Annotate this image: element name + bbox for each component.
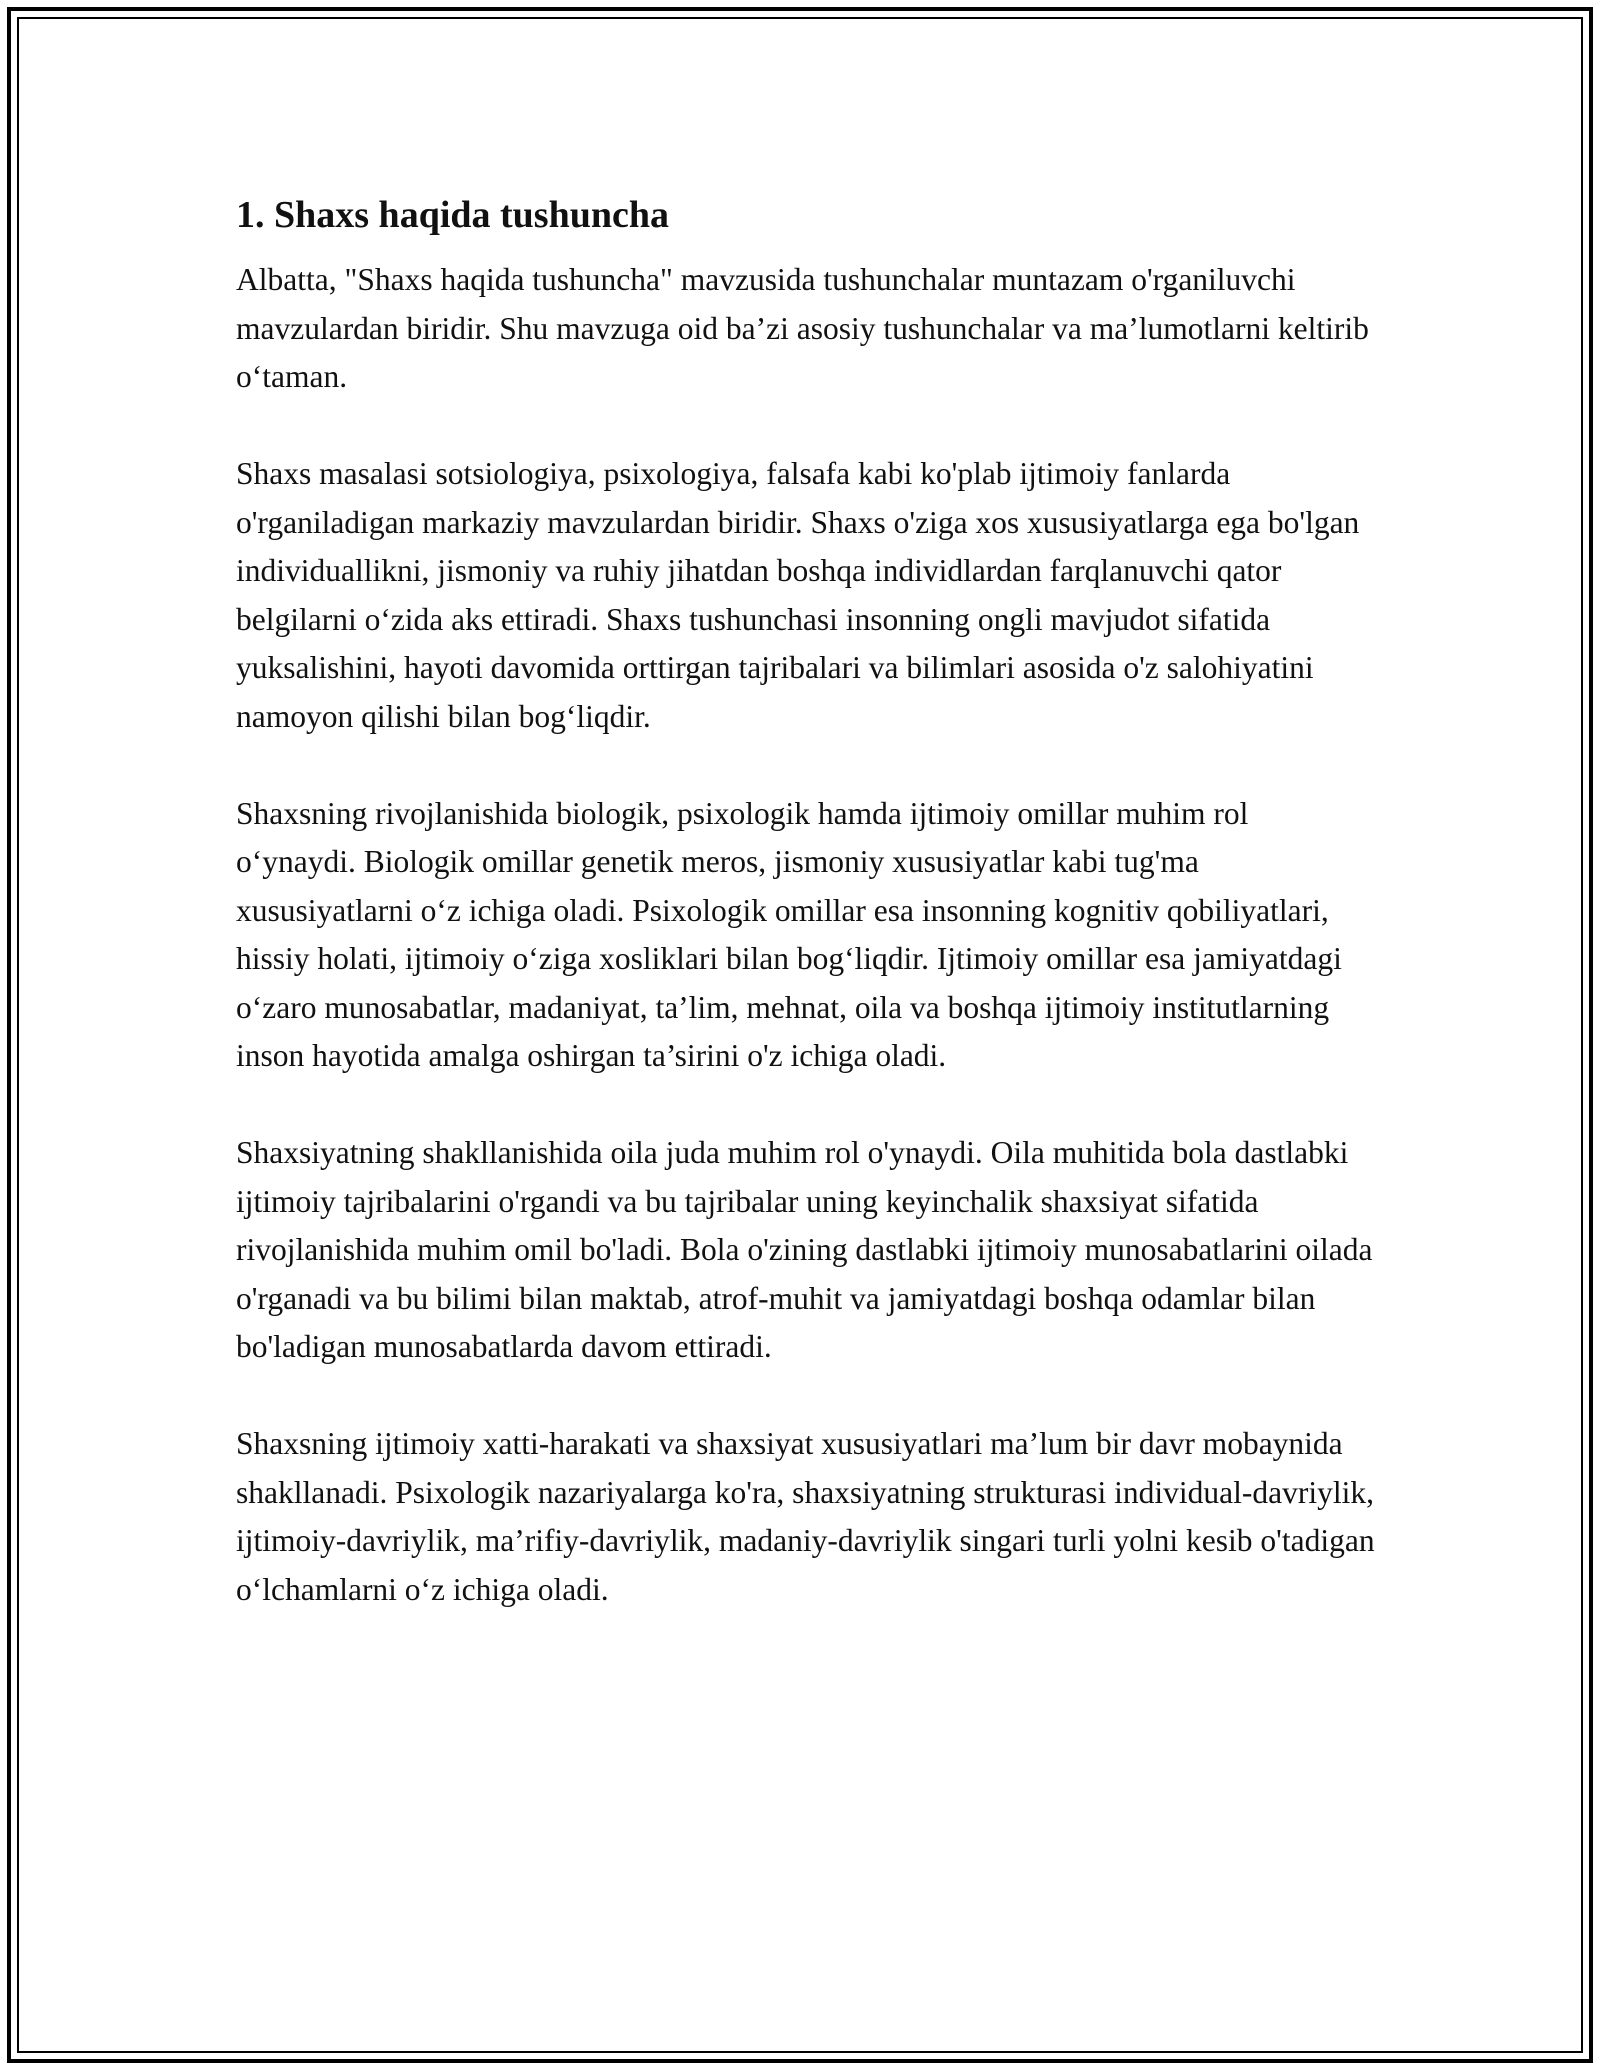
paragraph-intro: Albatta, "Shaxs haqida tushuncha" mavzusida tushunchalar muntazam o'rganiluvchi mavzulardan biridir. Shu mavzuga oid ba’zi asosiy tushunchalar va ma’lumotlarni keltirib o‘taman.: [236, 262, 1369, 394]
document-body: [236, 190, 1376, 1663]
paragraph-factors: Shaxsning rivojlanishida biologik, psixologik hamda ijtimoiy omillar muhim rol o‘ynaydi. Biologik omillar genetik meros, jismoniy xususiyatlar kabi tug'ma xususiyatlarni o‘z ichiga oladi. Psixologik omillar esa insonning kognitiv qobiliyatlari, hissiy holati, ijtimoiy o‘ziga xosliklari bilan bog‘liqdir. Ijtimoiy omillar esa jamiyatdagi o‘zaro munosabatlar, madaniyat, ta’lim, mehnat, oila va boshqa ijtimoiy institutlarning inson hayotida amalga oshirgan ta’sirini o'z ichiga oladi.: [236, 795, 1342, 1073]
paragraph-family: Shaxsiyatning shakllanishida oila juda muhim rol o'ynaydi. Oila muhitida bola dastlabki ijtimoiy tajribalarini o'rgandi va bu tajribalar uning keyinchalik shaxsiyat sifatida rivojlanishida muhim omil bo'ladi. Bola o'zining dastlabki ijtimoiy munosabatlarini oilada o'rganadi va bu bilimi bilan maktab, atrof-muhit va jamiyatdagi boshqa odamlar bilan bo'ladigan munosabatlarda davom ettiradi.: [236, 1135, 1373, 1364]
document-title: 1. Shaxs haqida tushuncha: [236, 194, 669, 236]
paragraph-definition: Shaxs masalasi sotsiologiya, psixologiya, falsafa kabi ko'plab ijtimoiy fanlarda o'rganiladigan markaziy mavzulardan biridir. Shaxs o'ziga xos xususiyatlarga ega bo'lgan individuallikni, jismoniy va ruhiy jihatdan boshqa individlardan farqlanuvchi qator belgilarni o‘zida aks ettiradi. Shaxs tushunchasi insonning ongli mavjudot sifatida yuksalishini, hayoti davomida orttirgan tajribalari va bilimlari asosida o'z salohiyatini namoyon qilishi bilan bog‘liqdir.: [236, 456, 1360, 734]
paragraph-structure: Shaxsning ijtimoiy xatti-harakati va shaxsiyat xususiyatlari ma’lum bir davr mobaynida shakllanadi. Psixologik nazariyalarga ko'ra, shaxsiyatning strukturasi individual-davriylik, ijtimoiy-davriylik, ma’rifiy-davriylik, madaniy-davriylik singari turli yolni kesib o'tadigan o‘lchamlarni o‘z ichiga oladi.: [236, 1426, 1375, 1607]
